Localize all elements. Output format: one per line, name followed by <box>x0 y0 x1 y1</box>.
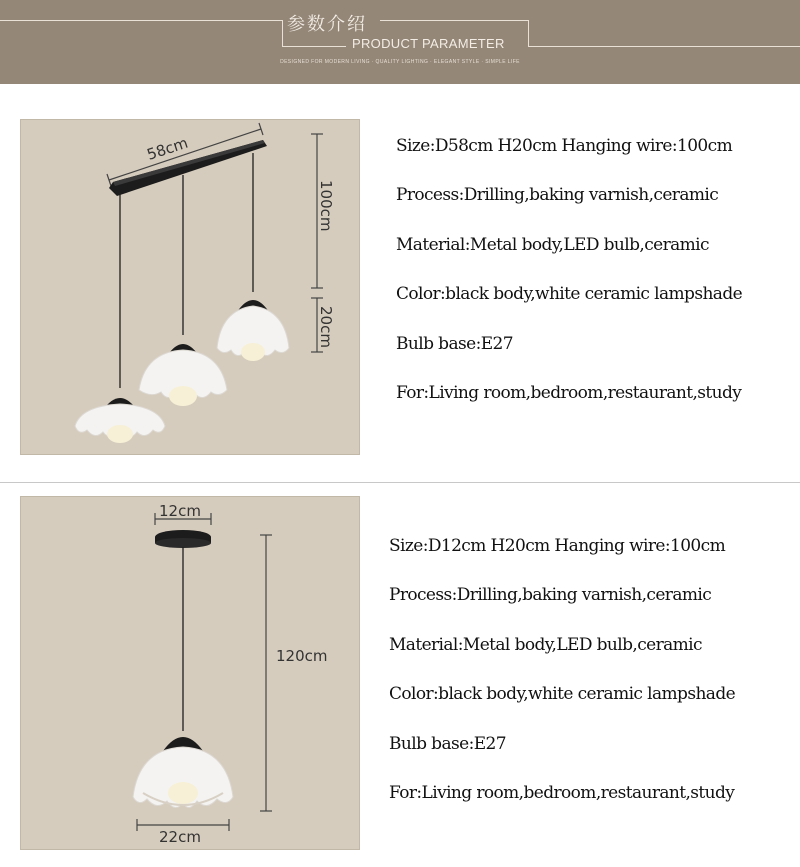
dim-width-label: 58cm <box>144 133 191 164</box>
dim-height-label: 20cm <box>317 306 335 348</box>
section-divider <box>0 482 800 483</box>
spec-usage: For:Living room,bedroom,restaurant,study <box>396 383 742 403</box>
ceiling-canopy <box>155 530 211 548</box>
product1-illustration <box>21 120 361 456</box>
spec-process: Process:Drilling,baking varnish,ceramic <box>396 185 719 205</box>
title-zh: 参数介绍 <box>287 14 367 35</box>
pendant-lamp-1 <box>75 398 165 443</box>
spec-bulb-base: Bulb base:E27 <box>389 734 506 754</box>
banner-rule-tick-right <box>528 20 529 46</box>
banner-rule-tick <box>282 20 283 46</box>
spec-usage: For:Living room,bedroom,restaurant,study <box>389 783 735 803</box>
spec-size: Size:D58cm H20cm Hanging wire:100cm <box>396 136 733 156</box>
pendant-lamp-2 <box>139 344 227 406</box>
spec-bulb-base: Bulb base:E27 <box>396 334 513 354</box>
banner-rule-mid <box>380 20 528 21</box>
spec-process: Process:Drilling,baking varnish,ceramic <box>389 585 712 605</box>
dim-wire-label: 100cm <box>317 180 335 232</box>
banner-rule-left-low <box>282 46 346 47</box>
spec-size: Size:D12cm H20cm Hanging wire:100cm <box>389 536 726 556</box>
spec-material: Material:Metal body,LED bulb,ceramic <box>396 235 709 255</box>
dim-shade-label: 22cm <box>159 828 201 846</box>
spec-color: Color:black body,white ceramic lampshade <box>389 684 736 704</box>
product2-illustration <box>21 497 361 851</box>
header-banner <box>0 0 800 84</box>
spec-material: Material:Metal body,LED bulb,ceramic <box>389 635 702 655</box>
product2-image <box>20 496 360 850</box>
product1-image <box>20 119 360 455</box>
spec-color: Color:black body,white ceramic lampshade <box>396 284 743 304</box>
title-en: PRODUCT PARAMETER <box>352 36 505 51</box>
pendant-lamp-3 <box>217 300 289 361</box>
pendant-lamp <box>133 737 233 808</box>
banner-subtitle: DESIGNED FOR MODERN LIVING · QUALITY LIGHTING · ELEGANT STYLE · SIMPLE LIFE <box>280 59 520 65</box>
dim-height-label: 120cm <box>276 647 328 665</box>
banner-rule-right <box>528 46 800 47</box>
banner-rule-left <box>0 20 282 21</box>
dim-canopy-label: 12cm <box>159 502 201 520</box>
